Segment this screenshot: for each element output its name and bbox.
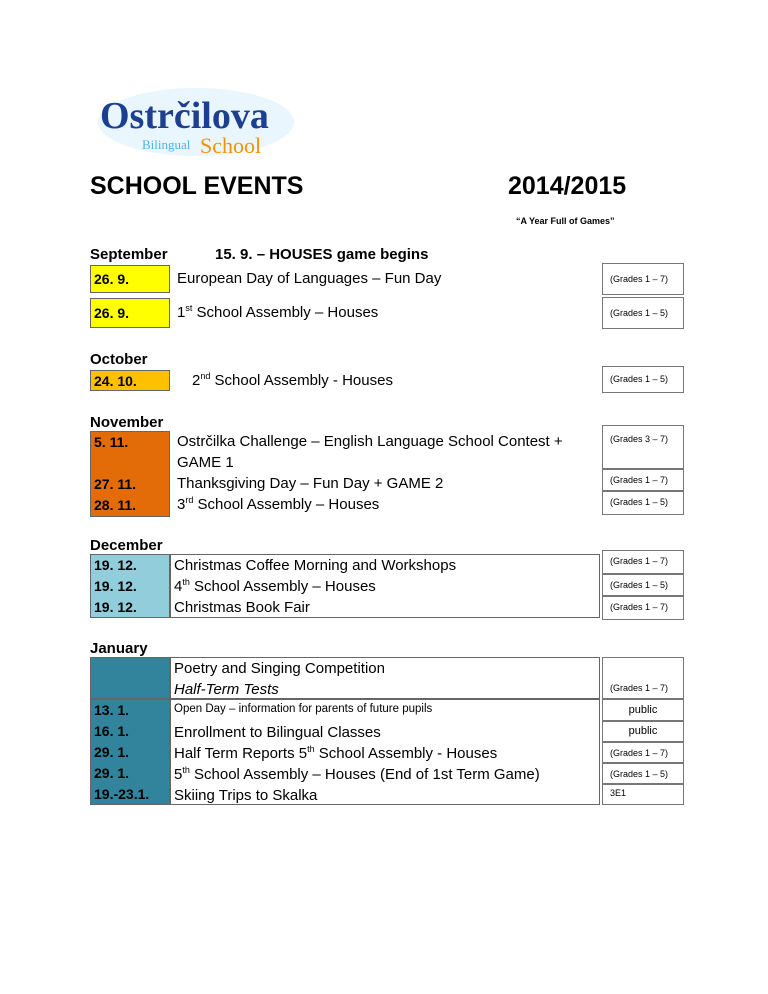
grades-cell: (Grades 1 – 7) bbox=[602, 550, 684, 574]
event-text: Half-Term Tests bbox=[174, 681, 279, 698]
grades-cell: (Grades 1 – 7) bbox=[602, 469, 684, 491]
grades-cell: (Grades 1 – 5) bbox=[602, 574, 684, 596]
grades-cell: public bbox=[602, 699, 684, 721]
event-text: Enrollment to Bilingual Classes bbox=[174, 724, 381, 741]
date-cell: 13. 1. bbox=[94, 702, 130, 718]
date-cell: 24. 10. bbox=[90, 370, 170, 391]
event-text: European Day of Languages – Fun Day bbox=[177, 270, 442, 287]
grades-cell: (Grades 1 – 5) bbox=[602, 763, 684, 784]
event-text: 4th School Assembly – Houses bbox=[174, 577, 376, 595]
event-text: Christmas Coffee Morning and Workshops bbox=[174, 557, 457, 574]
event-text: 3rd School Assembly – Houses bbox=[177, 495, 380, 513]
january-dates bbox=[90, 699, 170, 805]
page-title: SCHOOL EVENTS bbox=[90, 172, 304, 200]
event-text: GAME 1 bbox=[177, 454, 234, 471]
month-september: September bbox=[90, 246, 168, 263]
school-year: 2014/2015 bbox=[508, 172, 627, 200]
grades-cell: 3E1 bbox=[602, 784, 684, 805]
date-cell: 19. 12. bbox=[94, 578, 137, 594]
houses-game-note: 15. 9. – HOUSES game begins bbox=[215, 246, 429, 263]
logo-sub-text-2: School bbox=[200, 133, 262, 158]
date-cell: 27. 11. bbox=[94, 476, 137, 492]
logo-main-text: Ostrčilova bbox=[100, 95, 269, 137]
month-october: October bbox=[90, 351, 148, 368]
grades-cell: (Grades 1 – 7) bbox=[602, 263, 684, 295]
january-top-events bbox=[170, 657, 600, 699]
event-text: 2nd School Assembly - Houses bbox=[192, 371, 393, 389]
event-text: Christmas Book Fair bbox=[174, 599, 310, 616]
grades-cell: (Grades 1 – 5) bbox=[602, 366, 684, 393]
logo-sub-text-1: Bilingual bbox=[142, 137, 191, 152]
january-blank-dates bbox=[90, 657, 170, 699]
school-logo bbox=[96, 86, 296, 158]
event-text: Open Day – information for parents of future pupils bbox=[174, 703, 433, 715]
grades-cell: (Grades 1 – 7) bbox=[602, 742, 684, 763]
grades-cell: (Grades 1 – 5) bbox=[602, 491, 684, 515]
date-cell: 26. 9. bbox=[90, 265, 170, 293]
december-dates bbox=[90, 554, 170, 618]
date-cell: 19. 12. bbox=[94, 599, 137, 615]
event-text: 5th School Assembly – Houses (End of 1st Term Game) bbox=[174, 765, 540, 783]
date-cell: 19.-23.1. bbox=[94, 786, 150, 802]
date-cell: 26. 9. bbox=[90, 298, 170, 328]
event-text: Poetry and Singing Competition bbox=[174, 660, 385, 677]
motto: “A Year Full of Games” bbox=[516, 216, 615, 226]
date-cell: 29. 1. bbox=[94, 744, 130, 760]
date-cell: 5. 11. bbox=[94, 434, 129, 450]
grades-cell: (Grades 1 – 5) bbox=[602, 297, 684, 329]
month-november: November bbox=[90, 414, 164, 431]
november-dates bbox=[90, 431, 170, 517]
grades-cell: public bbox=[602, 721, 684, 742]
date-cell: 16. 1. bbox=[94, 723, 130, 739]
event-text: Skiing Trips to Skalka bbox=[174, 787, 318, 804]
month-december: December bbox=[90, 537, 163, 554]
month-january: January bbox=[90, 640, 148, 657]
grades-cell: (Grades 3 – 7) bbox=[602, 425, 684, 469]
january-events bbox=[170, 699, 600, 805]
date-cell: 29. 1. bbox=[94, 765, 130, 781]
grades-cell: (Grades 1 – 7) bbox=[602, 596, 684, 620]
event-text: 1st School Assembly – Houses bbox=[177, 303, 379, 321]
date-cell: 19. 12. bbox=[94, 557, 137, 573]
grades-cell: (Grades 1 – 7) bbox=[602, 657, 684, 699]
december-events bbox=[170, 554, 600, 618]
event-text: Thanksgiving Day – Fun Day + GAME 2 bbox=[177, 475, 444, 492]
november-events bbox=[177, 431, 597, 515]
date-cell bbox=[94, 453, 169, 474]
event-text: Ostrčilka Challenge – English Language School Contest + bbox=[177, 433, 563, 450]
date-cell: 28. 11. bbox=[94, 497, 137, 513]
event-text: Half Term Reports 5th School Assembly - Houses bbox=[174, 744, 498, 762]
